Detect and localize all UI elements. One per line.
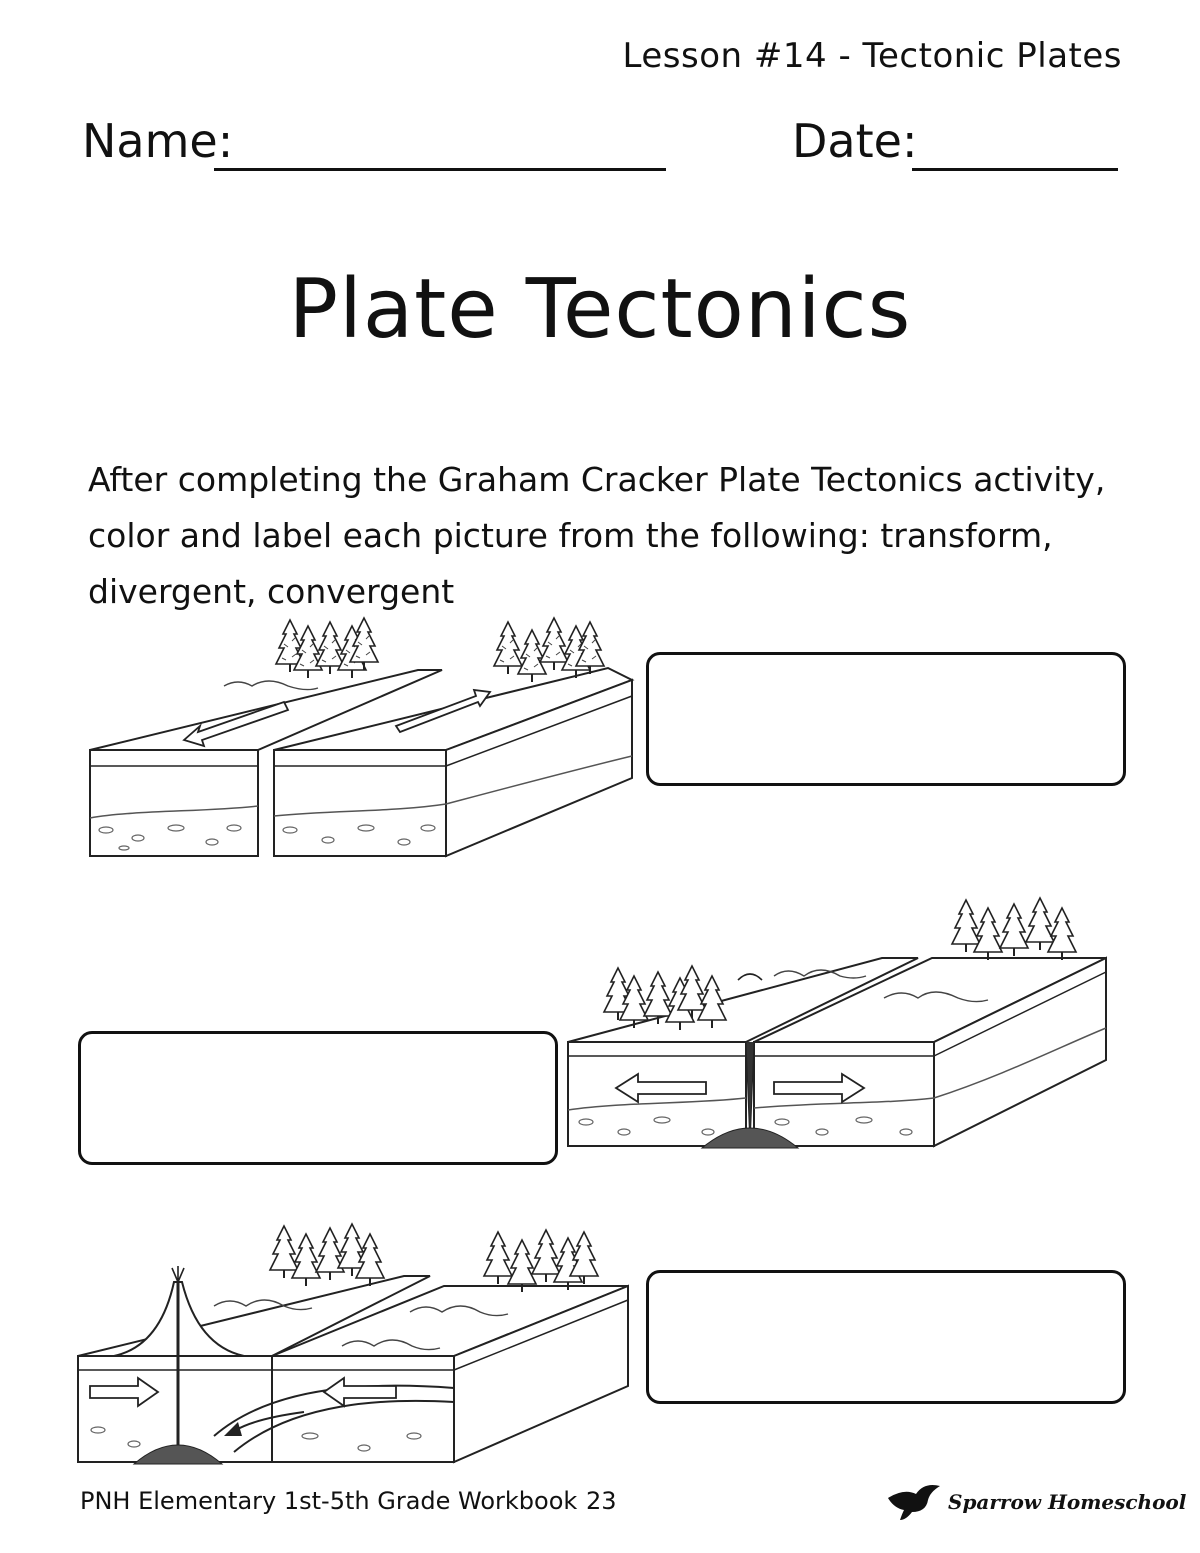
transform-boundary-illustration [84, 606, 636, 862]
lesson-heading: Lesson #14 - Tectonic Plates [622, 36, 1122, 76]
answer-box-transform[interactable] [646, 652, 1126, 786]
answer-box-convergent[interactable] [646, 1270, 1126, 1404]
sparrow-icon [886, 1482, 942, 1522]
name-label: Name: [82, 114, 234, 168]
date-label: Date: [792, 114, 918, 168]
workbook-name: PNH Elementary 1st-5th Grade Workbook [80, 1487, 578, 1515]
answer-box-divergent[interactable] [78, 1031, 558, 1165]
brand-name: Sparrow Homeschool [948, 1490, 1187, 1514]
brand-logo [886, 1480, 1186, 1524]
page-title: Plate Tectonics [288, 262, 912, 357]
date-field[interactable] [912, 168, 1118, 171]
convergent-boundary-illustration [74, 1216, 634, 1466]
divergent-boundary-illustration [562, 896, 1112, 1152]
page-number: 23 [586, 1487, 617, 1515]
instructions: After completing the Graham Cracker Plate Tectonics activity, color and label each picture from the following: transform, divergent, convergent [88, 460, 1106, 611]
name-field[interactable] [214, 168, 666, 171]
